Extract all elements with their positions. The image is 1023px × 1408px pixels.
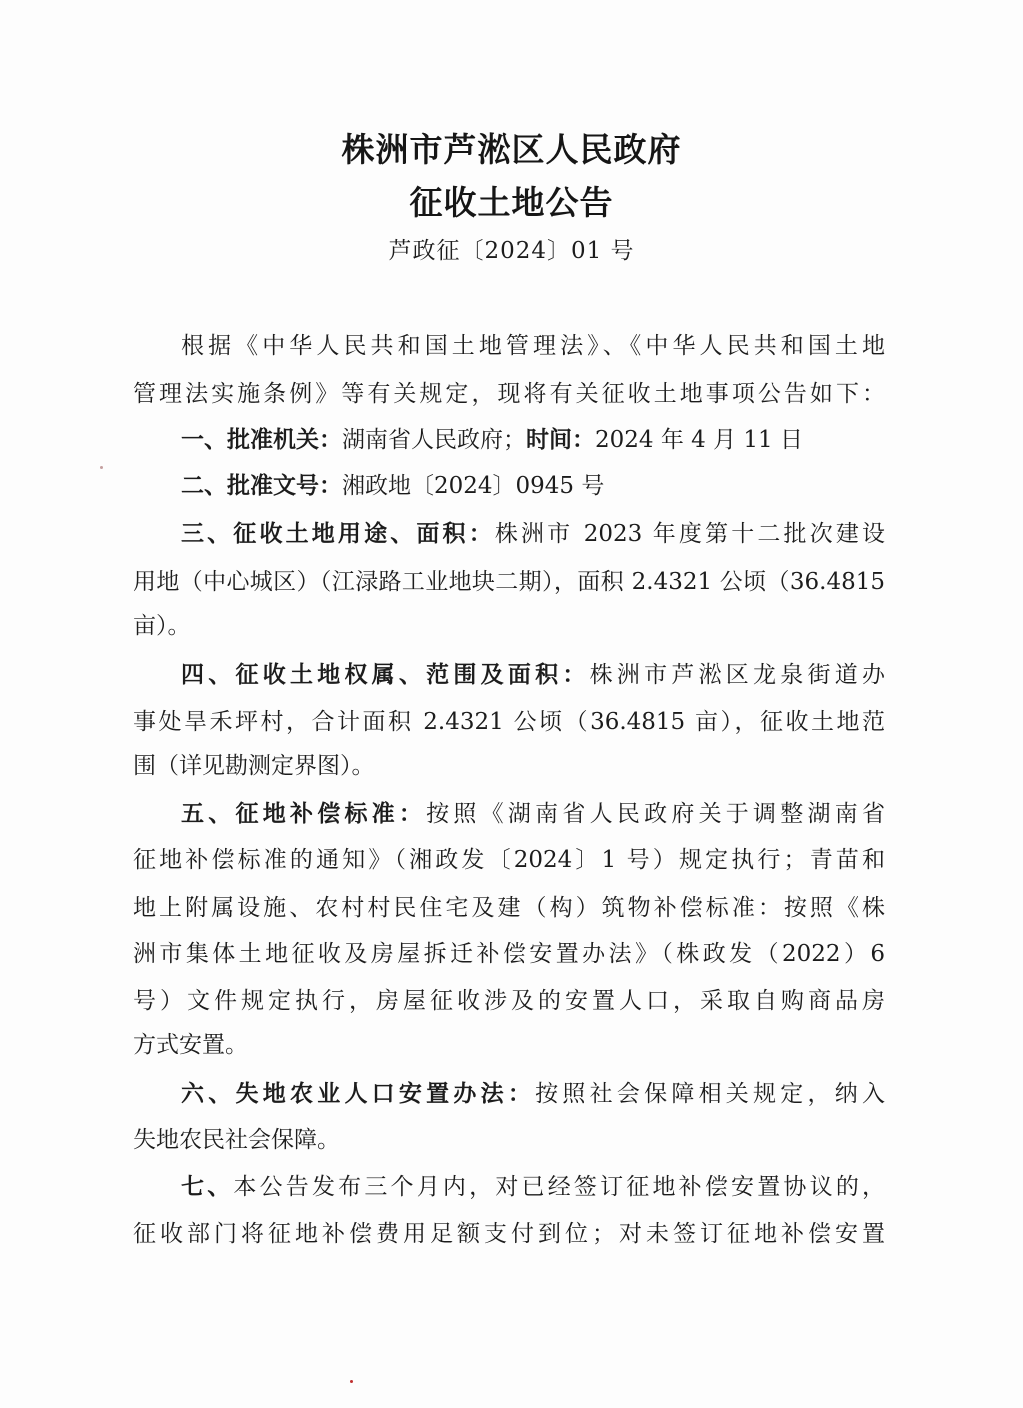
section-5-line-3: 地上附属设施、农村村民住宅及建（构）筑物补偿标准：按照《株 xyxy=(133,895,885,921)
section-7-label: 七、 xyxy=(181,1174,234,1200)
section-2 xyxy=(133,470,885,502)
section-7-text-1: 本公告发布三个月内，对已经签订征地补偿安置协议的， xyxy=(233,1174,885,1200)
section-3-line-3: 亩）。 xyxy=(133,613,191,639)
section-3-label: 三、征收土地用途、面积： xyxy=(181,521,495,547)
section-5-line-4: 洲市集体土地征收及房屋拆迁补偿安置办法》（株政发（2022）6 xyxy=(133,941,885,967)
document-title-line-2: 征收土地公告 xyxy=(409,183,614,222)
section-5-label: 五、征地补偿标准： xyxy=(181,801,427,827)
document-number: 芦政征〔2024〕01 号 xyxy=(388,238,635,264)
section-5-text-1: 按照《湖南省人民政府关于调整湖南省 xyxy=(426,801,885,827)
section-1-authority: 湖南省人民政府； xyxy=(342,427,526,453)
section-4-line-3: 围（详见勘测定界图）。 xyxy=(133,753,375,779)
section-5-line-2: 征地补偿标准的通知》（湘政发〔2024〕1 号）规定执行；青苗和 xyxy=(133,847,885,873)
section-3-text-1: 株洲市 2023 年度第十二批次建设 xyxy=(494,521,885,547)
intro-line-2: 管理法实施条例》等有关规定，现将有关征收土地事项公告如下： xyxy=(133,381,885,407)
section-4-line-1 xyxy=(133,659,885,691)
section-3-line-1 xyxy=(133,518,885,550)
section-4-line-2: 事处旱禾坪村，合计面积 2.4321 公顷（36.4815 亩），征收土地范 xyxy=(133,709,885,735)
section-1-label: 一、批准机关： xyxy=(181,427,342,453)
intro-line-1: 根据《中华人民共和国土地管理法》、《中华人民共和国土地 xyxy=(181,333,885,359)
section-3-line-2: 用地（中心城区）（江渌路工业地块二期），面积 2.4321 公顷（36.4815 xyxy=(133,569,885,595)
section-4-label: 四、征收土地权属、范围及面积： xyxy=(181,662,590,688)
section-5-line-1 xyxy=(133,798,885,830)
section-7-line-1 xyxy=(133,1171,885,1203)
section-6-line-2: 失地农民社会保障。 xyxy=(133,1127,340,1153)
section-6-label: 六、失地农业人口安置办法： xyxy=(181,1081,536,1107)
section-2-label: 二、批准文号： xyxy=(181,473,342,499)
section-1-time-label: 时间： xyxy=(526,427,595,453)
section-7-line-2: 征收部门将征地补偿费用足额支付到位；对未签订征地补偿安置 xyxy=(133,1221,885,1247)
document-title-line-1: 株洲市芦淞区人民政府 xyxy=(341,130,682,169)
section-6-line-1 xyxy=(133,1078,885,1110)
section-1 xyxy=(133,424,885,456)
section-1-time: 2024 年 4 月 11 日 xyxy=(595,427,803,453)
scan-speck xyxy=(350,1380,353,1383)
section-2-text: 湘政地〔2024〕0945 号 xyxy=(342,473,605,499)
scan-speck xyxy=(100,466,103,469)
section-5-line-5: 号）文件规定执行，房屋征收涉及的安置人口，采取自购商品房 xyxy=(133,988,885,1014)
section-5-line-6: 方式安置。 xyxy=(133,1032,248,1058)
section-4-text-1: 株洲市芦淞区龙泉街道办 xyxy=(589,662,885,688)
section-6-text-1: 按照社会保障相关规定，纳入 xyxy=(535,1081,885,1107)
